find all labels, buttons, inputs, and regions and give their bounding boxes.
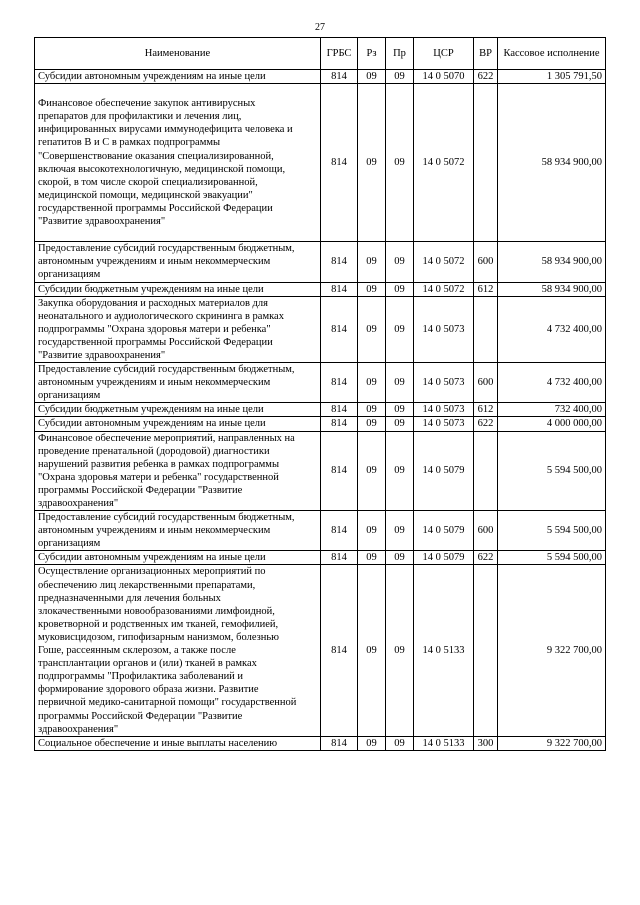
table-body xyxy=(35,70,606,751)
cell-rz xyxy=(358,296,386,362)
cell-grbs xyxy=(321,282,358,296)
cell-vr xyxy=(474,551,498,565)
header-rz: Рз xyxy=(358,38,386,70)
cell-pr-text: 09 xyxy=(394,404,405,416)
cell-name xyxy=(35,417,321,431)
cell-amount-text: 5 594 500,00 xyxy=(546,465,602,477)
cell-pr-text: 09 xyxy=(394,552,405,564)
cell-csr xyxy=(414,296,474,362)
cell-rz xyxy=(358,363,386,403)
cell-amount-text: 4 000 000,00 xyxy=(546,418,602,430)
cell-grbs xyxy=(321,551,358,565)
cell-rz xyxy=(358,431,386,511)
cell-amount xyxy=(498,417,606,431)
cell-grbs xyxy=(321,363,358,403)
cell-pr xyxy=(386,511,414,551)
cell-amount-text: 58 934 900,00 xyxy=(541,256,602,268)
cell-csr-text: 14 0 5073 xyxy=(422,323,465,335)
table-row xyxy=(35,84,606,242)
cell-vr xyxy=(474,511,498,551)
cell-rz-text: 09 xyxy=(366,465,377,477)
cell-rz-text: 09 xyxy=(366,737,377,749)
cell-grbs xyxy=(321,296,358,362)
cell-name xyxy=(35,736,321,750)
cell-amount xyxy=(498,403,606,417)
table-row xyxy=(35,403,606,417)
cell-vr xyxy=(474,565,498,736)
cell-csr xyxy=(414,282,474,296)
cell-csr-text: 14 0 5072 xyxy=(422,283,465,295)
cell-pr xyxy=(386,417,414,431)
cell-grbs-text: 814 xyxy=(331,418,347,430)
cell-rz-text: 09 xyxy=(366,404,377,416)
cell-amount xyxy=(498,282,606,296)
cell-pr xyxy=(386,242,414,282)
table-row xyxy=(35,417,606,431)
cell-name-text: Социальное обеспечение и иные выплаты населению xyxy=(38,737,278,749)
cell-vr-text: 622 xyxy=(477,552,494,564)
cell-vr xyxy=(474,431,498,511)
cell-amount xyxy=(498,736,606,750)
cell-amount xyxy=(498,296,606,362)
cell-grbs-text: 814 xyxy=(331,157,347,169)
cell-rz-text: 09 xyxy=(366,157,377,169)
cell-vr-text: 612 xyxy=(477,283,494,295)
cell-pr xyxy=(386,84,414,242)
cell-vr xyxy=(474,417,498,431)
cell-rz xyxy=(358,511,386,551)
cell-pr-text: 09 xyxy=(394,71,405,82)
cell-name-text: Предоставление субсидий государственным бюджетным, автономным учреждениям и иным некоммерческим организациям xyxy=(38,364,295,402)
cell-csr xyxy=(414,84,474,242)
cell-amount-text: 58 934 900,00 xyxy=(541,283,602,295)
cell-csr xyxy=(414,565,474,736)
table-header-row xyxy=(35,38,606,70)
cell-grbs xyxy=(321,565,358,736)
cell-grbs-text: 814 xyxy=(331,323,347,335)
cell-grbs-text: 814 xyxy=(331,552,347,564)
cell-vr xyxy=(474,403,498,417)
cell-pr-text: 09 xyxy=(394,256,405,268)
cell-name-text: Предоставление субсидий государственным бюджетным, автономным учреждениям и иным некоммерческим организациям xyxy=(38,243,295,281)
cell-csr xyxy=(414,70,474,84)
cell-rz-text: 09 xyxy=(366,552,377,564)
cell-vr xyxy=(474,70,498,84)
cell-name-text: Субсидии автономным учреждениям на иные цели xyxy=(38,552,266,564)
cell-rz xyxy=(358,551,386,565)
cell-pr xyxy=(386,431,414,511)
cell-grbs-text: 814 xyxy=(331,256,347,268)
cell-rz xyxy=(358,84,386,242)
cell-amount xyxy=(498,565,606,736)
cell-name-text: Предоставление субсидий государственным бюджетным, автономным учреждениям и иным некоммерческим организациям xyxy=(38,512,295,550)
header-name: Наименование xyxy=(35,38,321,70)
cell-rz xyxy=(358,70,386,84)
cell-name xyxy=(35,84,321,242)
cell-amount-text: 5 594 500,00 xyxy=(546,525,602,537)
cell-amount-text: 4 732 400,00 xyxy=(546,323,602,335)
cell-grbs xyxy=(321,417,358,431)
cell-rz xyxy=(358,242,386,282)
cell-rz-text: 09 xyxy=(366,256,377,268)
cell-pr xyxy=(386,403,414,417)
cell-csr xyxy=(414,403,474,417)
cell-amount-text: 9 322 700,00 xyxy=(546,737,602,749)
cell-name xyxy=(35,242,321,282)
cell-name-text: Финансовое обеспечение закупок антивирусных препаратов для профилактики и лечения лиц, инфицированных вирусами иммунодефицита человека и гепатитов В и С в рамках подпрограммы "Совершенствование оказания специализированной, включая высокотехнологичную, медицинской помощи, скорой, в том числе скорой специализированной, медицинской помощи, медицинской эвакуации" государственной программы Российской Федерации "Развитие здравоохранения" xyxy=(38,98,293,228)
cell-amount xyxy=(498,363,606,403)
cell-vr xyxy=(474,296,498,362)
cell-name xyxy=(35,551,321,565)
cell-amount-text: 58 934 900,00 xyxy=(541,157,602,169)
cell-grbs xyxy=(321,84,358,242)
cell-grbs-text: 814 xyxy=(331,465,347,477)
cell-grbs xyxy=(321,403,358,417)
cell-grbs xyxy=(321,431,358,511)
cell-rz-text: 09 xyxy=(366,377,377,389)
cell-vr xyxy=(474,84,498,242)
cell-name-text: Субсидии автономным учреждениям на иные цели xyxy=(38,418,266,430)
table-row xyxy=(35,551,606,565)
table-row xyxy=(35,70,606,84)
cell-amount xyxy=(498,511,606,551)
cell-name-text: Субсидии бюджетным учреждениям на иные цели xyxy=(38,283,264,295)
cell-csr-text: 14 0 5073 xyxy=(422,377,465,389)
cell-amount xyxy=(498,242,606,282)
cell-vr-text: 600 xyxy=(477,256,494,268)
cell-pr xyxy=(386,363,414,403)
cell-name-text: Закупка оборудования и расходных материалов для неонатального и аудиологического скрининга в рамках подпрограммы "Охрана здоровья матери и ребенка" государственной программы Российской Федерации "Развитие здравоохранения" xyxy=(38,297,284,361)
cell-rz-text: 09 xyxy=(366,323,377,335)
cell-grbs-text: 814 xyxy=(331,283,347,295)
cell-csr-text: 14 0 5073 xyxy=(422,404,465,416)
cell-csr xyxy=(414,431,474,511)
cell-name-text: Субсидии бюджетным учреждениям на иные цели xyxy=(38,404,264,416)
cell-rz-text: 09 xyxy=(366,71,377,82)
cell-pr-text: 09 xyxy=(394,525,405,537)
cell-csr-text: 14 0 5079 xyxy=(422,525,465,537)
cell-rz xyxy=(358,565,386,736)
cell-grbs xyxy=(321,242,358,282)
cell-grbs-text: 814 xyxy=(331,645,347,657)
cell-amount-text: 1 305 791,50 xyxy=(546,71,602,82)
cell-csr-text: 14 0 5079 xyxy=(422,552,465,564)
budget-execution-table xyxy=(34,37,606,751)
table-row xyxy=(35,363,606,403)
cell-csr xyxy=(414,551,474,565)
cell-csr-text: 14 0 5079 xyxy=(422,465,465,477)
cell-name xyxy=(35,70,321,84)
table-row xyxy=(35,736,606,750)
cell-amount xyxy=(498,70,606,84)
cell-pr-text: 09 xyxy=(394,157,405,169)
cell-csr xyxy=(414,417,474,431)
cell-grbs xyxy=(321,736,358,750)
cell-vr-text: 600 xyxy=(477,377,494,389)
header-grbs: ГРБС xyxy=(321,38,358,70)
header-csr: ЦСР xyxy=(414,38,474,70)
table-row xyxy=(35,282,606,296)
cell-pr-text: 09 xyxy=(394,645,405,657)
cell-rz-text: 09 xyxy=(366,645,377,657)
cell-rz-text: 09 xyxy=(366,283,377,295)
cell-grbs-text: 814 xyxy=(331,525,347,537)
cell-pr-text: 09 xyxy=(394,418,405,430)
cell-vr-text: 600 xyxy=(477,525,494,537)
cell-vr-text: 612 xyxy=(477,404,494,416)
cell-grbs-text: 814 xyxy=(331,404,347,416)
cell-name-text: Субсидии автономным учреждениям на иные цели xyxy=(38,71,266,82)
cell-pr-text: 09 xyxy=(394,323,405,335)
cell-rz xyxy=(358,736,386,750)
cell-pr-text: 09 xyxy=(394,737,405,749)
cell-csr-text: 14 0 5073 xyxy=(422,418,465,430)
cell-pr xyxy=(386,736,414,750)
cell-pr xyxy=(386,551,414,565)
cell-name xyxy=(35,431,321,511)
cell-vr xyxy=(474,363,498,403)
cell-pr-text: 09 xyxy=(394,377,405,389)
cell-name-text: Финансовое обеспечение мероприятий, направленных на проведение пренатальной (дородовой) диагностики нарушений развития ребенка в рамках подпрограммы "Охрана здоровья матери и ребенка" государственной программы Российской Федерации "Развитие здравоохранения" xyxy=(38,432,295,509)
cell-name xyxy=(35,282,321,296)
cell-csr-text: 14 0 5072 xyxy=(422,256,465,268)
cell-pr-text: 09 xyxy=(394,465,405,477)
cell-csr xyxy=(414,736,474,750)
cell-csr xyxy=(414,242,474,282)
cell-grbs-text: 814 xyxy=(331,377,347,389)
cell-vr-text: 300 xyxy=(477,737,494,749)
cell-pr xyxy=(386,296,414,362)
cell-amount-text: 5 594 500,00 xyxy=(546,552,602,564)
table-row xyxy=(35,511,606,551)
cell-csr-text: 14 0 5133 xyxy=(422,737,465,749)
table-row xyxy=(35,565,606,736)
cell-amount-text: 4 732 400,00 xyxy=(546,377,602,389)
cell-csr xyxy=(414,511,474,551)
cell-vr xyxy=(474,736,498,750)
cell-vr-text: 622 xyxy=(477,71,494,82)
cell-csr-text: 14 0 5070 xyxy=(422,71,465,82)
cell-name xyxy=(35,511,321,551)
header-amount: Кассовое исполнение xyxy=(498,38,606,70)
cell-csr xyxy=(414,363,474,403)
cell-pr xyxy=(386,565,414,736)
cell-vr xyxy=(474,282,498,296)
header-vr: ВР xyxy=(474,38,498,70)
cell-rz xyxy=(358,417,386,431)
table-row xyxy=(35,431,606,511)
cell-vr-text: 622 xyxy=(477,418,494,430)
cell-amount xyxy=(498,551,606,565)
cell-grbs xyxy=(321,70,358,84)
cell-amount xyxy=(498,84,606,242)
cell-amount-text: 9 322 700,00 xyxy=(546,645,602,657)
header-pr: Пр xyxy=(386,38,414,70)
cell-csr-text: 14 0 5133 xyxy=(422,645,465,657)
cell-rz xyxy=(358,403,386,417)
cell-grbs-text: 814 xyxy=(331,737,347,749)
cell-rz xyxy=(358,282,386,296)
cell-name xyxy=(35,565,321,736)
cell-name xyxy=(35,296,321,362)
table-row xyxy=(35,296,606,362)
cell-rz-text: 09 xyxy=(366,525,377,537)
cell-grbs xyxy=(321,511,358,551)
cell-pr xyxy=(386,282,414,296)
cell-pr-text: 09 xyxy=(394,283,405,295)
cell-name-text: Осуществление организационных мероприятий по обеспечению лиц лекарственными препаратами, предназначенными для лечения больных злокачественными новообразованиями лимфоидной, кроветворной и родственных им тканей, гемофилией, муковисцидозом, гипофизарным нанизмом, болезнью Гоше, рассеянным склерозом, а также после трансплантации органов и (или) тканей в рамках подпрограммы "Профилактика заболеваний и формирование здорового образа жизни. Развитие первичной медико-санитарной помощи" государственной программы Российской Федерации "Развитие здравоохранения" xyxy=(38,566,297,735)
cell-rz-text: 09 xyxy=(366,418,377,430)
cell-grbs-text: 814 xyxy=(331,71,347,82)
cell-name xyxy=(35,403,321,417)
cell-csr-text: 14 0 5072 xyxy=(422,157,465,169)
cell-vr xyxy=(474,242,498,282)
cell-amount xyxy=(498,431,606,511)
cell-pr xyxy=(386,70,414,84)
table-row xyxy=(35,242,606,282)
cell-amount-text: 732 400,00 xyxy=(554,404,602,416)
page-number: 27 xyxy=(315,22,325,33)
cell-name xyxy=(35,363,321,403)
